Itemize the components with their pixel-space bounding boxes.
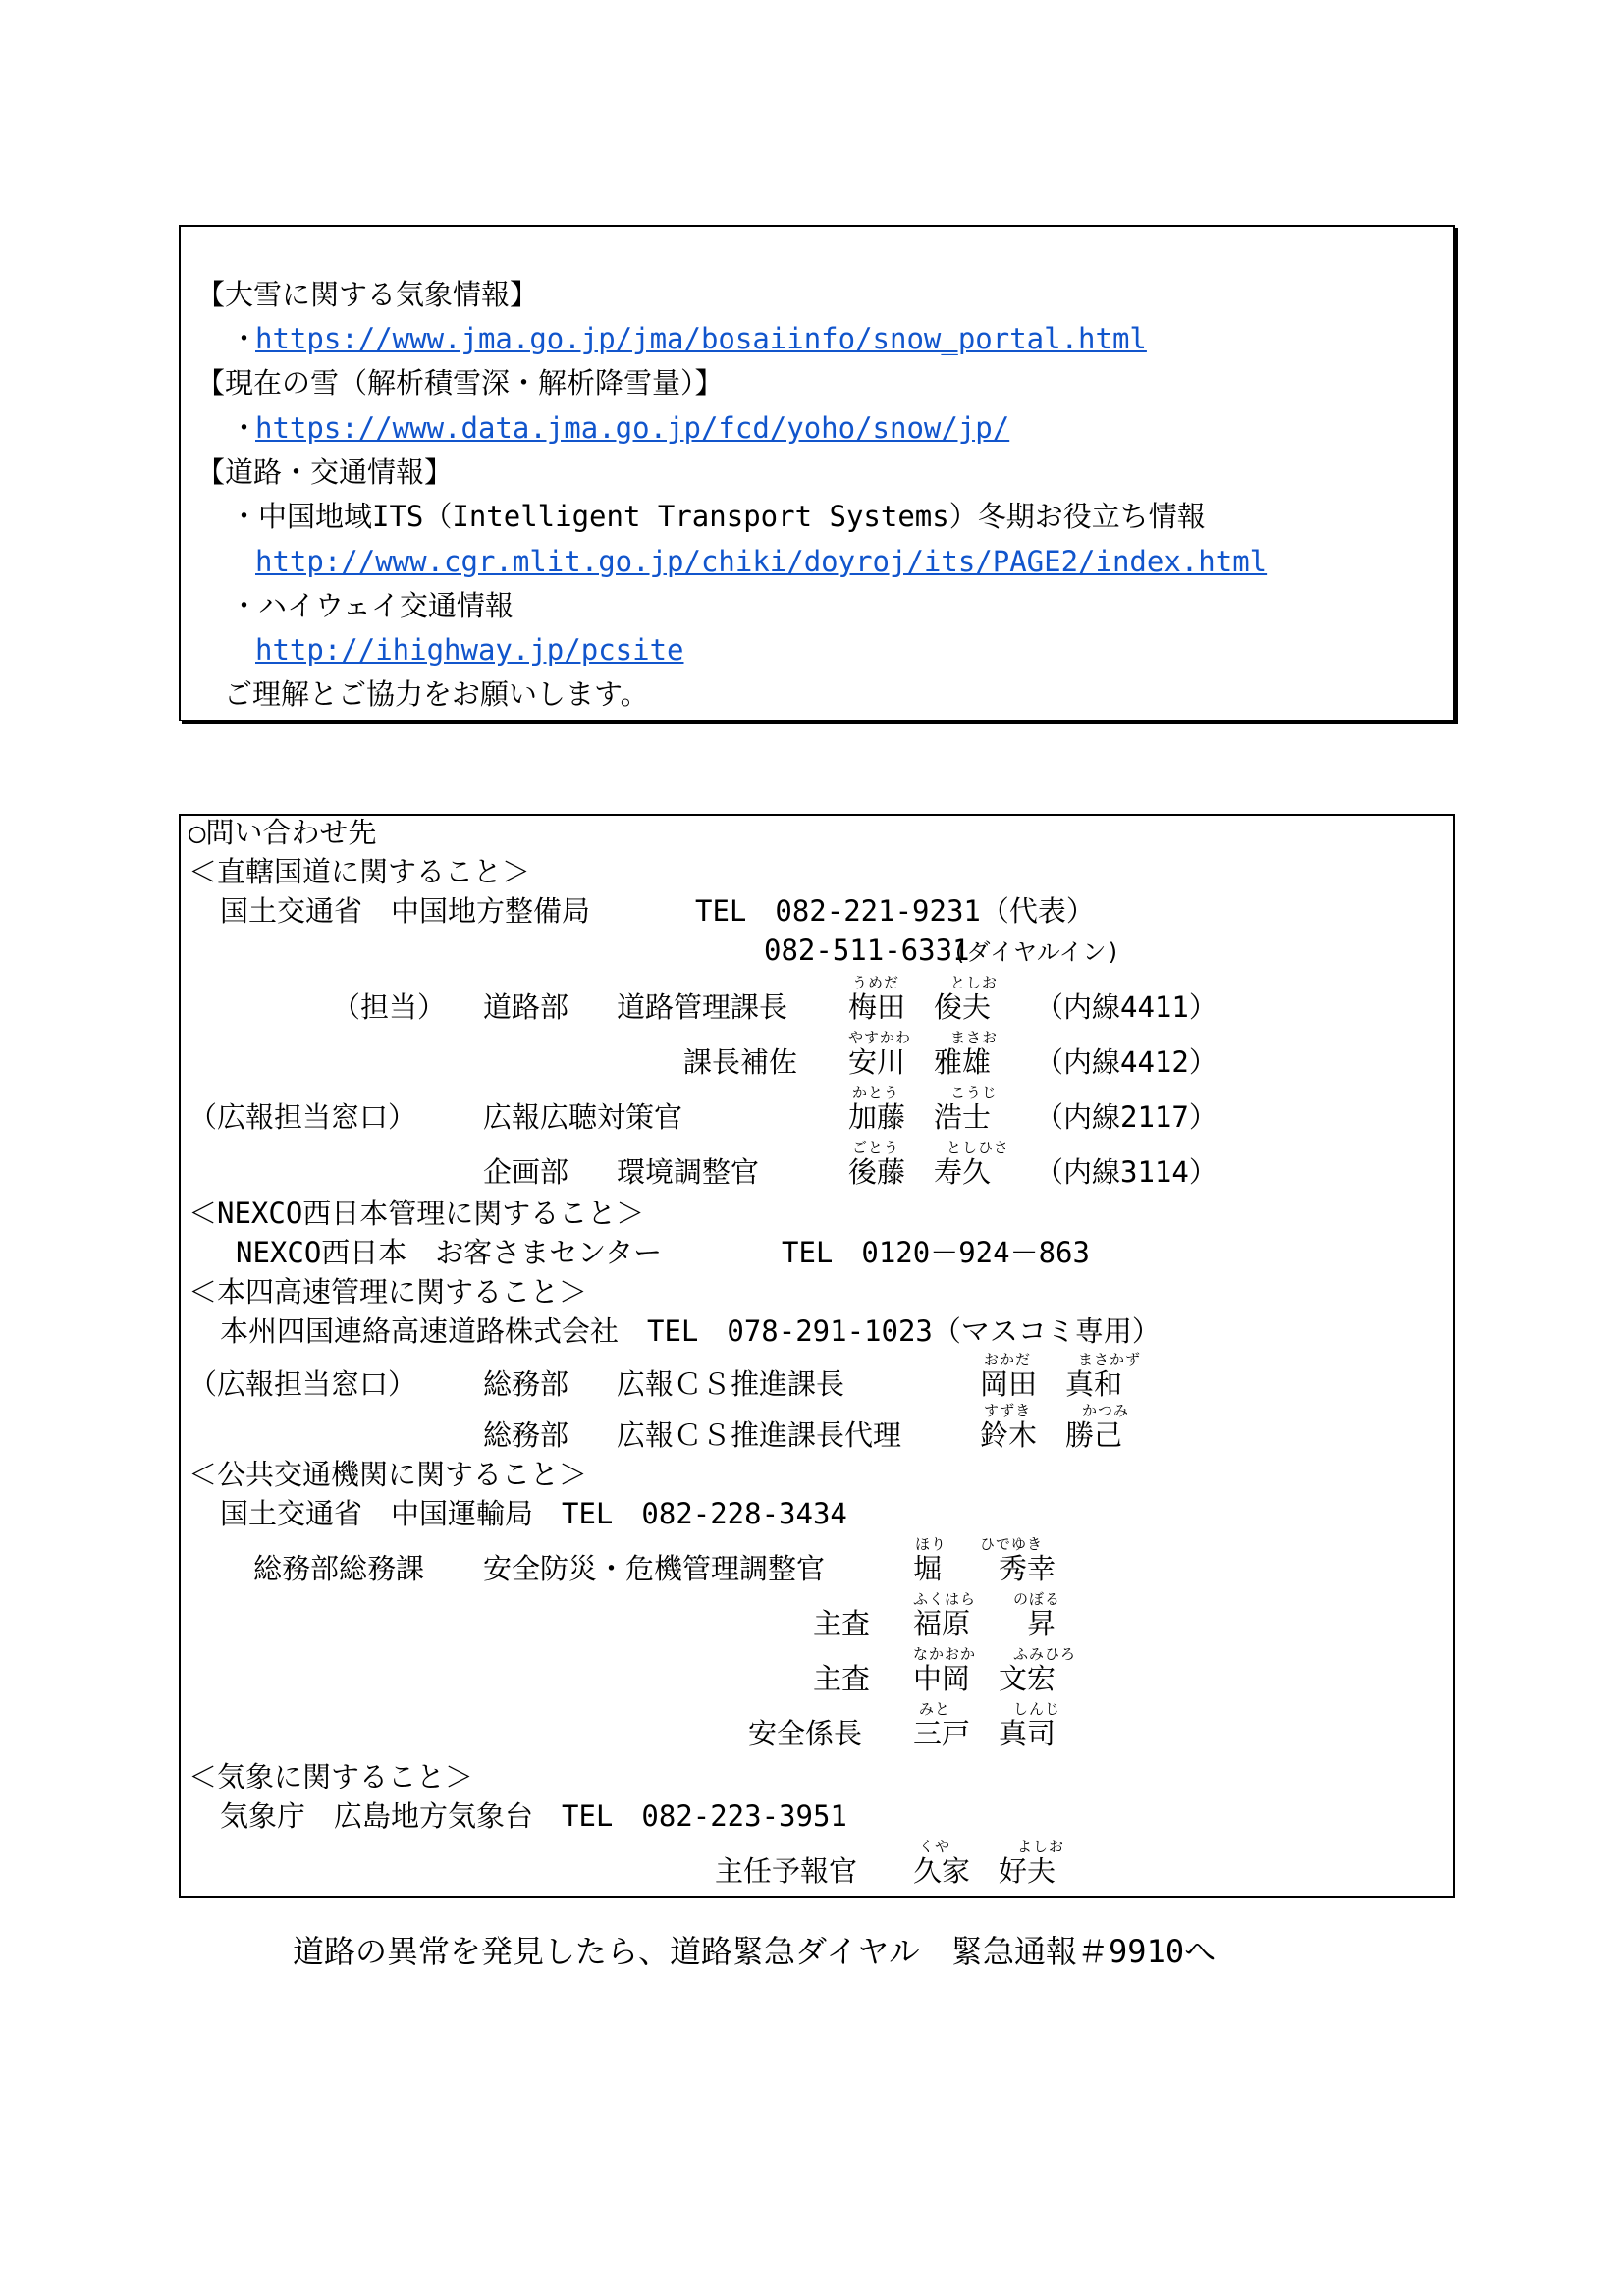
bullet: ・ xyxy=(230,322,259,355)
org-weather-office: 気象庁 広島地方気象台 TEL 082-223-3951 xyxy=(220,1799,847,1833)
position-chief-forecaster: 主任予報官 xyxy=(715,1854,858,1888)
ruby: すずき xyxy=(984,1402,1032,1419)
section-heading-nexco: ＜NEXCO西日本管理に関すること＞ xyxy=(189,1197,645,1230)
highway-label: ・ハイウェイ交通情報 xyxy=(230,589,514,622)
link-current-snow[interactable]: https://www.data.jma.go.jp/fcd/yoho/snow/jp/ xyxy=(255,411,1010,445)
ruby: かとう xyxy=(852,1084,900,1101)
ruby: やすかわ xyxy=(848,1029,912,1046)
person-name: 久家 好夫 xyxy=(913,1854,1056,1888)
label-pr-window: （広報担当窓口） xyxy=(189,1100,417,1134)
tel-dial-in-note: (ダイヤルイン) xyxy=(952,938,1120,966)
emergency-notice: 道路の異常を発見したら、道路緊急ダイヤル 緊急通報＃9910へ xyxy=(293,1933,1217,1970)
person-name: 三戸 真司 xyxy=(913,1717,1056,1750)
ruby: よしお xyxy=(1017,1838,1065,1855)
tel-dial-in: 082-511-6331 xyxy=(764,934,970,967)
person-name: 鈴木 勝己 xyxy=(980,1418,1123,1452)
ruby: ほり xyxy=(915,1535,947,1553)
ruby: みと xyxy=(919,1700,951,1718)
dept-general-affairs: 総務部 xyxy=(483,1367,569,1401)
ruby: ごとう xyxy=(852,1139,900,1156)
position-inspector: 主査 xyxy=(813,1607,871,1640)
label-pr-window: （広報担当窓口） xyxy=(189,1367,417,1401)
link-snow-portal[interactable]: https://www.jma.go.jp/jma/bosaiinfo/snow_portal.html xyxy=(255,322,1147,355)
extension: （内線4412） xyxy=(1035,1045,1218,1079)
position-deputy: 課長補佐 xyxy=(683,1045,798,1079)
contacts-box xyxy=(179,814,1455,1898)
org-chugoku-regional-bureau: 国土交通省 中国地方整備局 xyxy=(220,894,591,928)
heading-road-traffic: 【道路・交通情報】 xyxy=(196,455,454,489)
position-road-manager: 道路管理課長 xyxy=(617,990,788,1024)
position-safety-chief: 安全係長 xyxy=(748,1717,863,1750)
its-label: ・中国地域ITS（Intelligent Transport Systems）冬期お役立ち情報 xyxy=(230,500,1206,533)
position-env-coordinator: 環境調整官 xyxy=(617,1155,760,1189)
person-name: 梅田 俊夫 xyxy=(848,990,992,1024)
position-pr-cs-manager: 広報ＣＳ推進課長 xyxy=(617,1367,845,1401)
ruby: うめだ xyxy=(852,974,900,991)
ruby: かつみ xyxy=(1082,1402,1130,1419)
ruby: くや xyxy=(919,1838,951,1855)
person-name: 後藤 寿久 xyxy=(848,1155,992,1189)
position-pr-cs-deputy: 広報ＣＳ推進課長代理 xyxy=(617,1418,902,1452)
dept-road: 道路部 xyxy=(483,990,569,1024)
heading-snow-info: 【大雪に関する気象情報】 xyxy=(196,278,539,311)
org-transport-bureau: 国土交通省 中国運輸局 TEL 082-228-3434 xyxy=(220,1497,847,1530)
info-box xyxy=(179,225,1455,721)
person-name: 中岡 文宏 xyxy=(913,1662,1056,1695)
ruby: おかだ xyxy=(984,1351,1032,1368)
ruby: しんじ xyxy=(1013,1700,1061,1718)
section-heading-public-transport: ＜公共交通機関に関すること＞ xyxy=(189,1458,588,1491)
ruby: のぼる xyxy=(1013,1590,1061,1608)
extension: （内線3114） xyxy=(1035,1155,1218,1189)
label-tanto: （担当） xyxy=(332,990,447,1024)
ruby: まさかず xyxy=(1078,1351,1142,1368)
extension: （内線4411） xyxy=(1035,990,1218,1024)
org-nexco: NEXCO西日本 お客さまセンター xyxy=(236,1236,663,1269)
link-its[interactable]: http://www.cgr.mlit.go.jp/chiki/doyroj/its/PAGE2/index.html xyxy=(255,545,1268,578)
closing-text: ご理解とご協力をお願いします。 xyxy=(224,677,649,711)
dept-planning: 企画部 xyxy=(483,1155,569,1189)
ruby: ひでゆき xyxy=(980,1535,1044,1553)
person-name: 岡田 真和 xyxy=(980,1367,1123,1401)
position-pr-officer: 広報広聴対策官 xyxy=(483,1100,683,1134)
heading-current-snow: 【現在の雪（解析積雪深・解析降雪量）】 xyxy=(196,366,724,400)
contacts-title: ○問い合わせ先 xyxy=(189,816,377,849)
ruby: としひさ xyxy=(947,1139,1010,1156)
bullet: ・ xyxy=(230,411,259,445)
dept-general-affairs-division: 総務部総務課 xyxy=(253,1552,425,1585)
ruby: こうじ xyxy=(950,1084,999,1101)
tel-main: TEL 082-221-9231（代表） xyxy=(695,894,1095,928)
person-name: 福原 昇 xyxy=(913,1607,1056,1640)
org-honshi: 本州四国連絡高速道路株式会社 TEL 078-291-1023（マスコミ専用） xyxy=(220,1314,1161,1348)
position-inspector: 主査 xyxy=(813,1662,871,1695)
ruby: ふくはら xyxy=(913,1590,977,1608)
person-name: 加藤 浩士 xyxy=(848,1100,992,1134)
dept-general-affairs: 総務部 xyxy=(483,1418,569,1452)
section-heading-honshi: ＜本四高速管理に関すること＞ xyxy=(189,1275,588,1308)
person-name: 堀 秀幸 xyxy=(913,1552,1056,1585)
ruby: としお xyxy=(950,974,999,991)
section-heading-weather: ＜気象に関すること＞ xyxy=(189,1760,474,1793)
section-heading-national-road: ＜直轄国道に関すること＞ xyxy=(189,855,531,888)
person-name: 安川 雅雄 xyxy=(848,1045,992,1079)
extension: （内線2117） xyxy=(1035,1100,1218,1134)
ruby: ふみひろ xyxy=(1013,1645,1077,1663)
ruby: なかおか xyxy=(913,1645,977,1663)
position-safety-coordinator: 安全防災・危機管理調整官 xyxy=(483,1552,826,1585)
ruby: まさお xyxy=(950,1029,999,1046)
link-highway[interactable]: http://ihighway.jp/pcsite xyxy=(255,633,684,667)
tel-nexco: TEL 0120－924－863 xyxy=(782,1236,1090,1269)
